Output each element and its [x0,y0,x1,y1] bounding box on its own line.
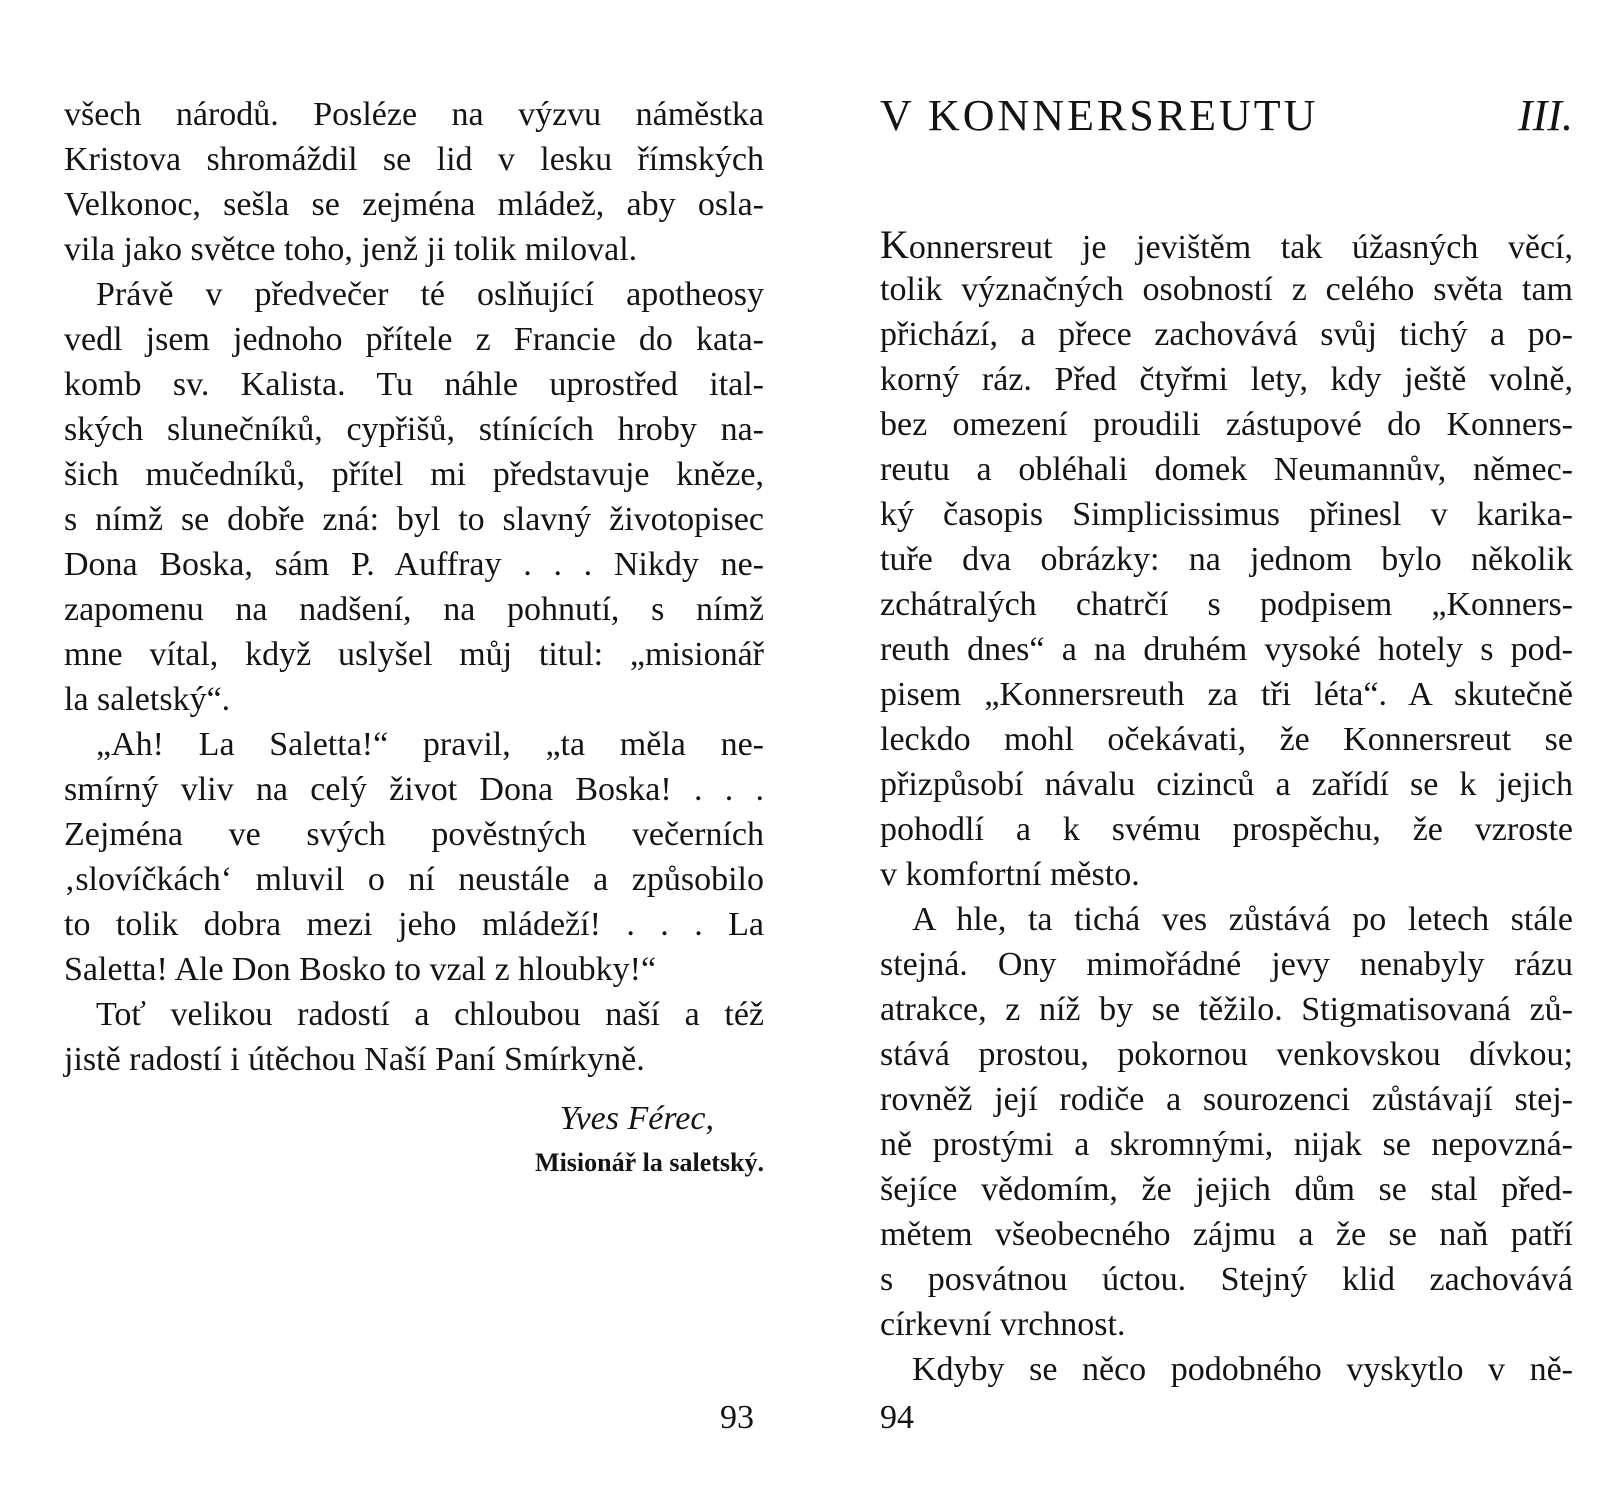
text-line: vila jako světce toho, jenž ji tolik miloval. [64,231,638,268]
right-page [809,0,1618,1500]
text-line: v komfortní město. [880,856,1140,893]
text-line: církevní vrchnost. [880,1306,1126,1343]
paragraph [64,992,764,1082]
text-line: Kdyby se něco podobného vyskytlo v ně- [912,1351,1573,1388]
text-line: tuře dva obrázky: na jednom bylo několik [880,541,1573,578]
text-line: tolik význačných osobností z celého světa tam [880,271,1573,308]
text-line: pisem „Konnersreuth za tři léta“. A skutečně [880,676,1573,713]
text-line: zapomenu na nadšení, na pohnutí, s nímž [64,591,764,628]
text-line: zchátralých chatrčí s podpisem „Konners- [880,586,1573,623]
text-line: atrakce, z níž by se těžilo. Stigmatisovaná zů- [880,991,1573,1028]
text-line: stává prostou, pokornou venkovskou dívkou; [880,1036,1573,1073]
text-line: ‚slovíčkách‘ mluvil o ní neustále a způsobilo [64,861,764,898]
text-line: šich mučedníků, přítel mi představuje kněze, [64,456,764,493]
text-line: přizpůsobí návalu cizinců a zařídí se k jejich [880,766,1573,803]
text-line: s nímž se dobře zná: byl to slavný životopisec [64,501,764,538]
left-page-text [64,92,764,1082]
signature-block [64,1095,764,1183]
text-line: Dona Boska, sám P. Auffray . . . Nikdy ne- [64,546,764,583]
page-number-left: 93 [720,1399,754,1436]
paragraph [64,92,764,272]
text-line: s posvátnou úctou. Stejný klid zachovává [880,1261,1573,1298]
text-line: la saletský“. [64,681,231,718]
signature-role: Misionář la saletský. [535,1148,764,1177]
text-line: ských slunečníků, cypřišů, stínících hroby na- [64,411,764,448]
text-line: Toť velikou radostí a chloubou naší a též [96,996,764,1033]
chapter-title: V KONNERSREUTU [880,91,1319,140]
text-line: komb sv. Kalista. Tu náhle uprostřed ital- [64,366,764,403]
paragraph [64,272,764,722]
text-line: Velkonoc, sešla se zejména mládež, aby osla- [64,186,764,223]
text-line: vedl jsem jednoho přítele z Francie do kata- [64,321,764,358]
text-line: reutu a obléhali domek Neumannův, němec- [880,451,1573,488]
chapter-number: III. [1518,91,1573,140]
text-line: mětem všeobecného zájmu a že se naň patří [880,1216,1573,1253]
text-line: leckdo mohl očekávati, že Konnersreut se [880,721,1573,758]
signature-name: Yves Férec, [559,1100,714,1137]
text-line: přichází, a přece zachovává svůj tichý a po- [880,316,1573,353]
text-line: Kristova shromáždil se lid v lesku římských [64,141,764,178]
text-line: Právě v předvečer té oslňující apotheosy [96,276,764,313]
text-line: Konnersreut je jevištěm tak úžasných věcí, [880,222,1573,267]
text-line: Zejména ve svých pověstných večerních [64,816,764,853]
text-line: pohodlí a k svému prospěchu, že vzroste [880,811,1573,848]
text-line: Saletta! Ale Don Bosko to vzal z hloubky!“ [64,951,657,988]
text-line: mne vítal, když uslyšel můj titul: „misionář [64,636,764,673]
text-line: jistě radostí i útěchou Naší Paní Smírkyně. [64,1041,645,1078]
page-number-right: 94 [880,1399,914,1436]
text-line: stejná. Ony mimořádné jevy nenabyly rázu [880,946,1573,983]
text-line: smírný vliv na celý život Dona Boska! . . . [64,771,764,808]
paragraph [64,722,764,992]
text-line: ký časopis Simplicissimus přinesl v karika- [880,496,1573,533]
paragraph [880,222,1573,897]
text-line: „Ah! La Saletta!“ pravil, „ta měla ne- [96,726,764,763]
text-line: bez omezení proudili zástupové do Konners- [880,406,1573,443]
text-line: ně prostými a skromnými, nijak se nepovzná- [880,1126,1573,1163]
text-line: korný ráz. Před čtyřmi lety, kdy ještě volně, [880,361,1573,398]
right-page-text [880,222,1573,1392]
text-line: šejíce vědomím, že jejich dům se stal před- [880,1171,1573,1208]
paragraph [880,897,1573,1347]
text-line: to tolik dobra mezi jeho mládeží! . . . La [64,906,764,943]
text-line: A hle, ta tichá ves zůstává po letech stále [912,901,1573,938]
text-line: rovněž její rodiče a sourozenci zůstávají stej- [880,1081,1573,1118]
text-line: všech národů. Posléze na výzvu náměstka [64,96,764,133]
chapter-heading [880,86,1573,146]
text-line: reuth dnes“ a na druhém vysoké hotely s pod- [880,631,1573,668]
paragraph [880,1347,1573,1392]
